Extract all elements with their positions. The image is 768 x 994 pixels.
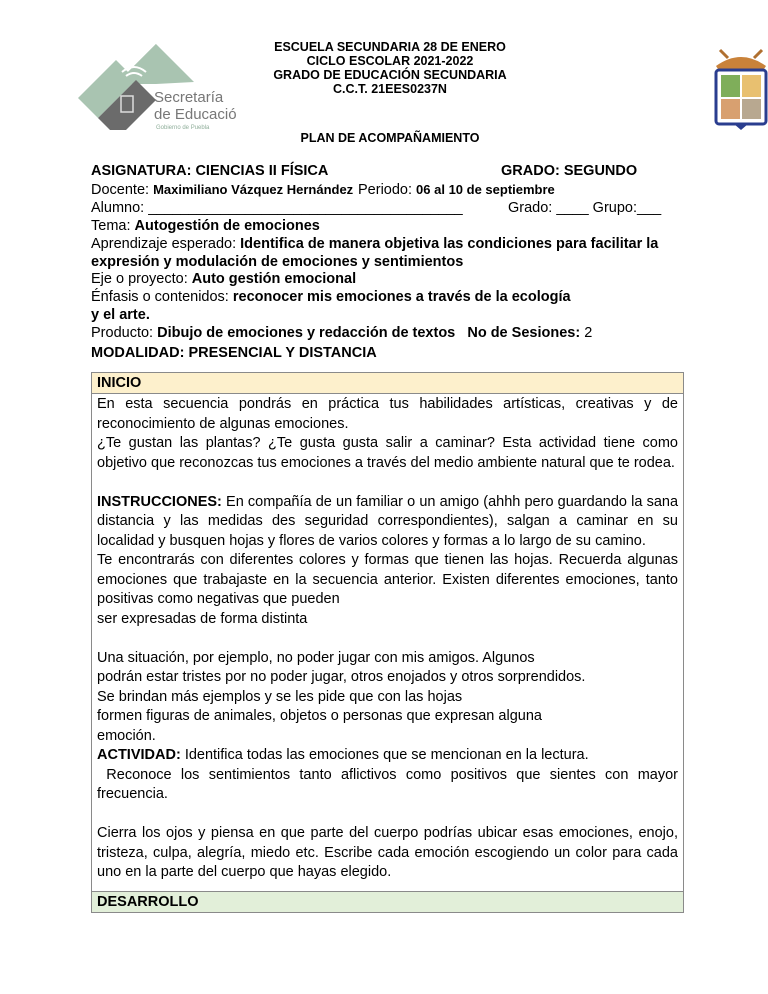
sessions-value: 2 (584, 325, 593, 342)
instructions-paragraph (97, 493, 678, 552)
desarrollo-header: DESARROLLO (92, 891, 683, 912)
subject: ASIGNATURA: CIENCIAS II FÍSICA (91, 163, 329, 179)
period-value: 06 al 10 de septiembre (416, 181, 555, 197)
paragraph: Te encontrarás con diferentes colores y formas que tienen las hojas. Recuerda algunas emociones que trabajaste en la secuencia anterior. Existen diferentes emociones, tanto positivas como negativas que pueden (97, 552, 678, 607)
school-header (230, 40, 550, 96)
instructions-label: INSTRUCCIONES: (97, 493, 222, 510)
svg-text:Gobierno de Puebla: Gobierno de Puebla (156, 125, 210, 130)
text-line: formen figuras de animales, objetos o personas que expresan alguna (97, 708, 542, 724)
emphasis-value-cont: y el arte. (91, 307, 150, 324)
text-line: Una situación, por ejemplo, no poder jugar con mis amigos. Algunos (97, 649, 535, 666)
topic-label: Tema: (91, 217, 131, 234)
axis-label: Eje o proyecto: (91, 271, 188, 288)
svg-text:Secretaría: Secretaría (154, 89, 224, 106)
teacher-label: Docente: (91, 181, 150, 198)
modality: MODALIDAD: PRESENCIAL Y DISTANCIA (91, 345, 377, 361)
school-crest-logo (712, 40, 768, 137)
product-value: Dibujo de emociones y redacción de textos (157, 325, 456, 342)
school-cycle: CICLO ESCOLAR 2021-2022 (306, 54, 474, 68)
subject-info (91, 163, 691, 343)
learning-value: Identifica de manera objetiva las condiciones para facilitar la expresión y modulación de emociones y sentimientos (91, 235, 659, 270)
axis-value: Auto gestión emocional (191, 271, 357, 288)
teacher-name: Maximiliano Vázquez Hernández (153, 181, 354, 197)
paragraph: Cierra los ojos y piensa en que parte del cuerpo podrías ubicar esas emociones, enojo, tristeza, culpa, alegría, miedo etc. Escribe cada emoción escogiendo un color para cada uno en la parte del cuerpo que hayas elegido. (97, 825, 678, 880)
secretaria-educacion-logo (76, 38, 236, 135)
inicio-header: INICIO (92, 373, 683, 394)
paragraph: ¿Te gustan las plantas? ¿Te gusta gusta salir a caminar? Esta actividad tiene como objetivo que reconozcas tus emociones a través del medio ambiente natural que te rodea. (97, 435, 678, 471)
learning-label: Aprendizaje esperado: (91, 235, 237, 252)
sessions-label: No de Sesiones: (467, 325, 581, 342)
instructions-text: En compañía de un familiar o un amigo (ahhh pero guardando la sana distancia y las medidas des seguridad correspondientes), salgan a caminar en su localidad y busquen hojas y flores de varios colores y formas a lo largo de su camino. (97, 493, 679, 549)
school-name: ESCUELA SECUNDARIA 28 DE ENERO (274, 40, 506, 54)
emphasis-label: Énfasis o contenidos: (91, 289, 229, 306)
text-line: podrán estar tristes por no poder jugar, otros enojados y otros sorprendidos. (97, 669, 586, 685)
grade-title: GRADO: SEGUNDO (501, 163, 638, 179)
group-label: Grupo: (592, 199, 638, 216)
text-line: emoción. (97, 727, 156, 744)
topic-value: Autogestión de emociones (134, 217, 320, 234)
paragraph: En esta secuencia pondrás en práctica tus habilidades artísticas, creativas y de reconocimiento de algunas emociones. (97, 396, 678, 432)
group-field[interactable]: ___ (637, 199, 662, 216)
activity-text: Identifica todas las emociones que se mencionan en la lectura. (184, 747, 589, 763)
grade-field[interactable]: ____ (556, 199, 589, 216)
text-line: Se brindan más ejemplos y se les pide que con las hojas (97, 688, 463, 705)
activity-label: ACTIVIDAD: (97, 747, 181, 763)
plan-title: PLAN DE ACOMPAÑAMIENTO (300, 131, 480, 145)
student-label: Alumno: (91, 199, 145, 216)
activity-table (91, 372, 684, 913)
student-field[interactable]: _______________________________________ (148, 199, 463, 216)
inicio-body (92, 394, 683, 891)
emphasis-value: reconocer mis emociones a través de la ecología (232, 289, 571, 306)
svg-text:de Educación: de Educación (154, 106, 236, 123)
period-label: Periodo: (358, 181, 413, 198)
activity-line (97, 746, 678, 766)
grade-label: Grado: (508, 199, 553, 216)
product-label: Producto: (91, 325, 154, 342)
paragraph: Reconoce los sentimientos tanto aflictivos como positivos que sientes con mayor frecuencia. (97, 766, 683, 802)
school-grade-level: GRADO DE EDUCACIÓN SECUNDARIA (273, 68, 507, 82)
school-cct: C.C.T. 21EES0237N (333, 82, 447, 96)
paragraph-end: ser expresadas de forma distinta (97, 610, 308, 627)
